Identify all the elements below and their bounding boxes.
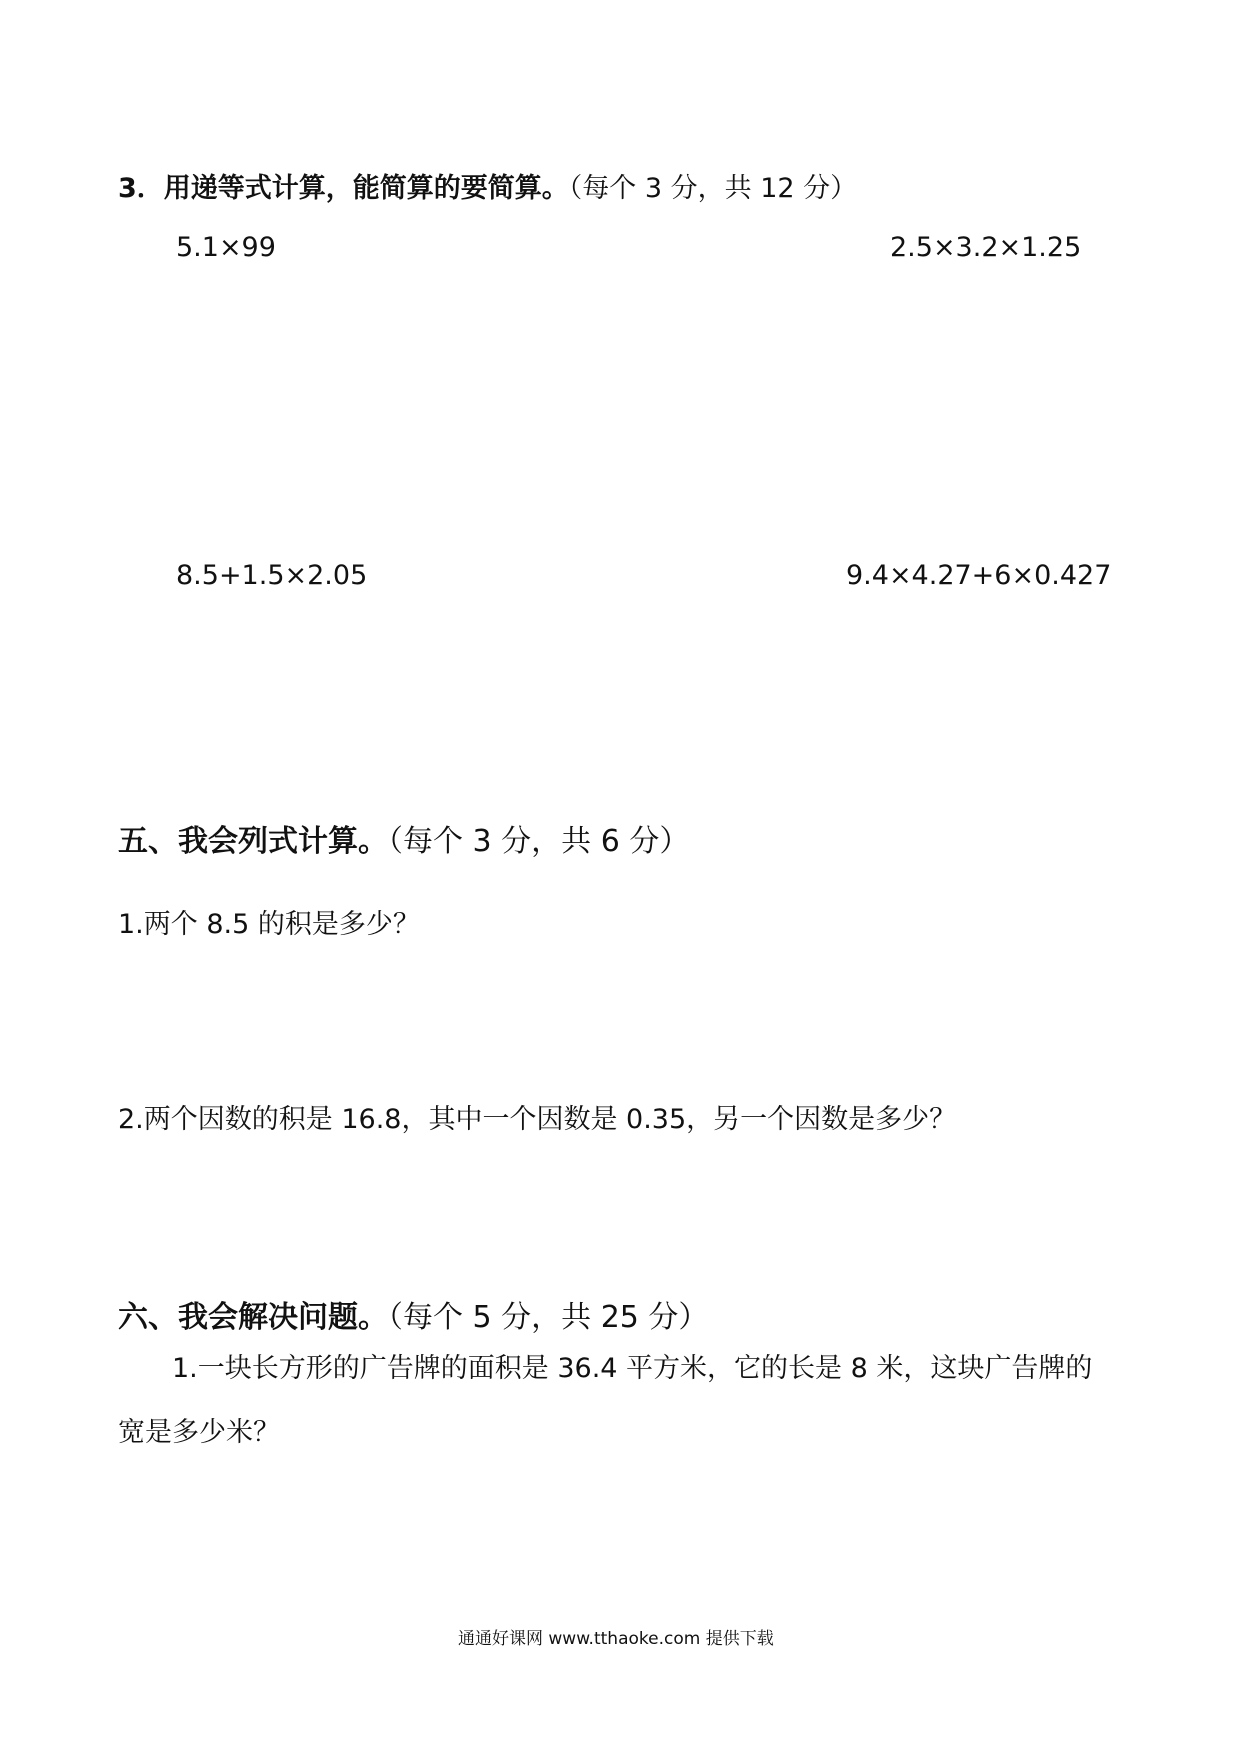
section-6-score-note: （每个 5 分，共 25 分） — [388, 1300, 709, 1335]
q3-expression-2: 2.5×3.2×1.25 — [890, 232, 1082, 263]
q3-score-note: （每个 3 分，共 12 分） — [568, 173, 858, 204]
section-5-score-note: （每个 3 分，共 6 分） — [388, 824, 690, 859]
footer-watermark: 通通好课网 www.tthaoke.com 提供下载 — [458, 1629, 774, 1649]
section-5-heading — [118, 816, 689, 860]
q3-expression-1: 5.1×99 — [176, 232, 276, 263]
section-5-title: 五、我会列式计算。 — [118, 824, 388, 859]
section-6-problem-1-line-1: 1.一块长方形的广告牌的面积是 36.4 平方米，它的长是 8 米，这块广告牌的 — [172, 1353, 1093, 1384]
section-6-title: 六、我会解决问题。 — [118, 1300, 388, 1335]
q3-expression-3: 8.5+1.5×2.05 — [176, 560, 368, 591]
section-6-problem-1-line-2: 宽是多少米？ — [118, 1417, 280, 1448]
q3-number: 3． — [118, 173, 164, 204]
section-5-item-1: 1.两个 8.5 的积是多少？ — [118, 909, 420, 940]
q3-heading — [118, 166, 857, 205]
q3-expression-4: 9.4×4.27+6×0.427 — [846, 560, 1112, 591]
q3-title: 用递等式计算，能简算的要简算。 — [163, 173, 569, 204]
section-5-item-2: 2.两个因数的积是 16.8，其中一个因数是 0.35，另一个因数是多少？ — [118, 1104, 957, 1135]
section-6-heading — [118, 1292, 708, 1336]
